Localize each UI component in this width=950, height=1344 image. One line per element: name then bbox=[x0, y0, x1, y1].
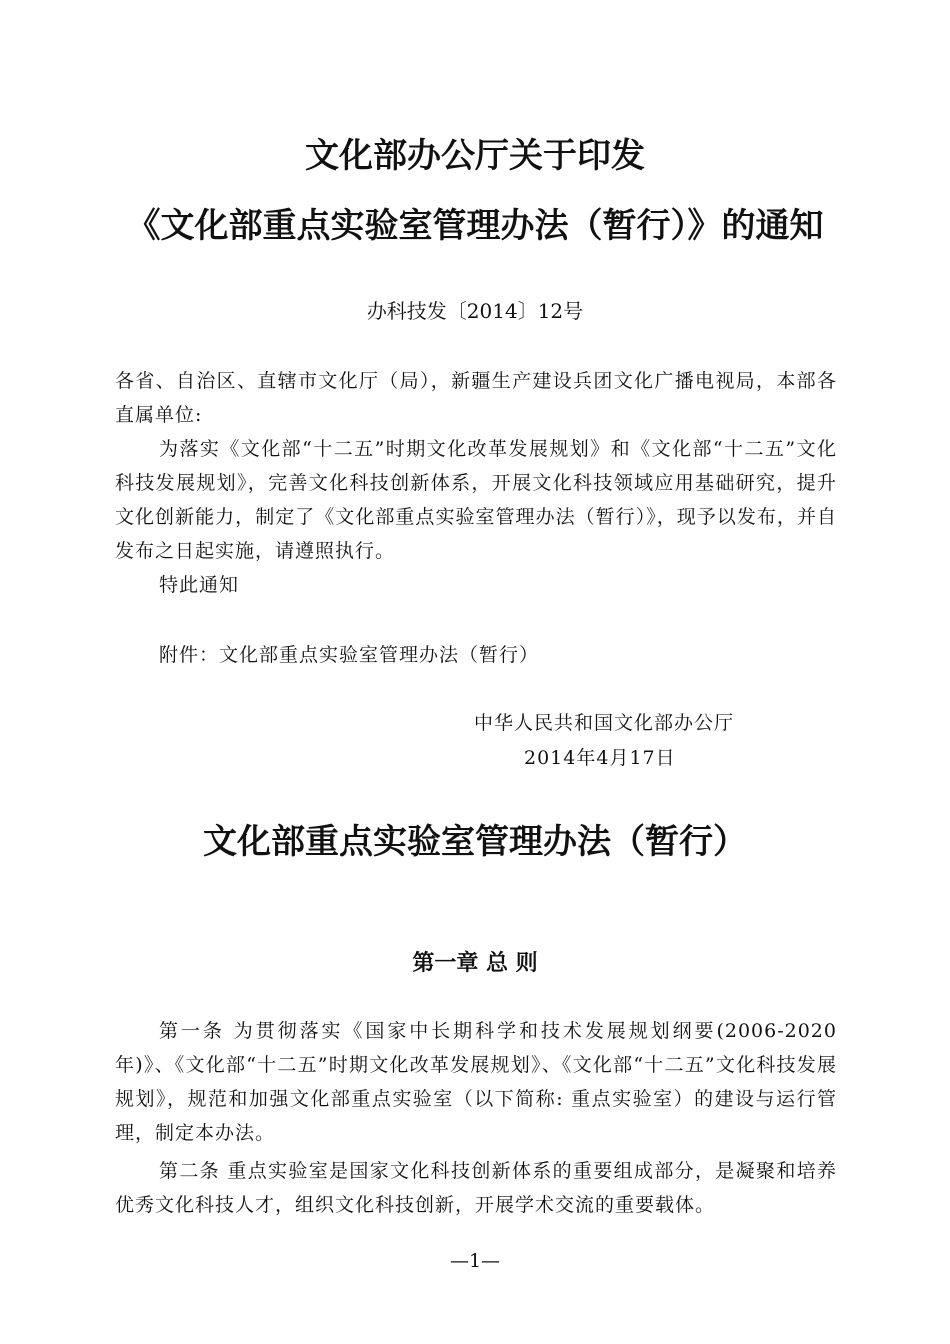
addressee: 各省、自治区、直辖市文化厅（局），新疆生产建设兵团文化广播电视局，本部各直属单位: bbox=[115, 370, 837, 426]
article-2: 第二条 重点实验室是国家文化科技创新体系的重要组成部分，是凝聚和培养优秀文化科技人才，组织文化科技创新，开展学术交流的重要载体。 bbox=[115, 1160, 837, 1216]
issue-date: 2014年4月17日 bbox=[524, 747, 676, 769]
attachment-line: 附件：文化部重点实验室管理办法（暂行） bbox=[159, 644, 540, 666]
article-1: 第一条 为贯彻落实《国家中长期科学和技术发展规划纲要(2006-2020年)》、《文化部“十二五”时期文化改革发展规划》、《文化部“十二五”文化科技发展规划》，规范和加强文化部重点实验室（以下简称: 重点实验室）的建设与运行管理，制定本办法。 bbox=[115, 1020, 837, 1144]
closing-remark: 特此通知 bbox=[159, 574, 240, 596]
issuing-office: 中华人民共和国文化部办公厅 bbox=[474, 712, 735, 734]
regulation-title: 文化部重点实验室管理办法（暂行） bbox=[203, 822, 747, 862]
page-number: —1— bbox=[449, 1250, 501, 1272]
notice-title-line1: 文化部办公厅关于印发 bbox=[305, 136, 645, 176]
document-number: 办科技发〔2014〕12号 bbox=[366, 299, 584, 323]
notice-body: 为落实《文化部“十二五”时期文化改革发展规划》和《文化部“十二五”文化科技发展规划》，完善文化科技创新体系，开展文化科技领域应用基础研究，提升文化创新能力，制定了《文化部重点实验室管理办法（暂行）》，现予以发布，并自发布之日起实施，请遵照执行。 bbox=[115, 438, 837, 562]
chapter-heading: 第一章 总 则 bbox=[412, 951, 538, 976]
notice-title-line2: 《文化部重点实验室管理办法（暂行）》的通知 bbox=[126, 206, 824, 246]
